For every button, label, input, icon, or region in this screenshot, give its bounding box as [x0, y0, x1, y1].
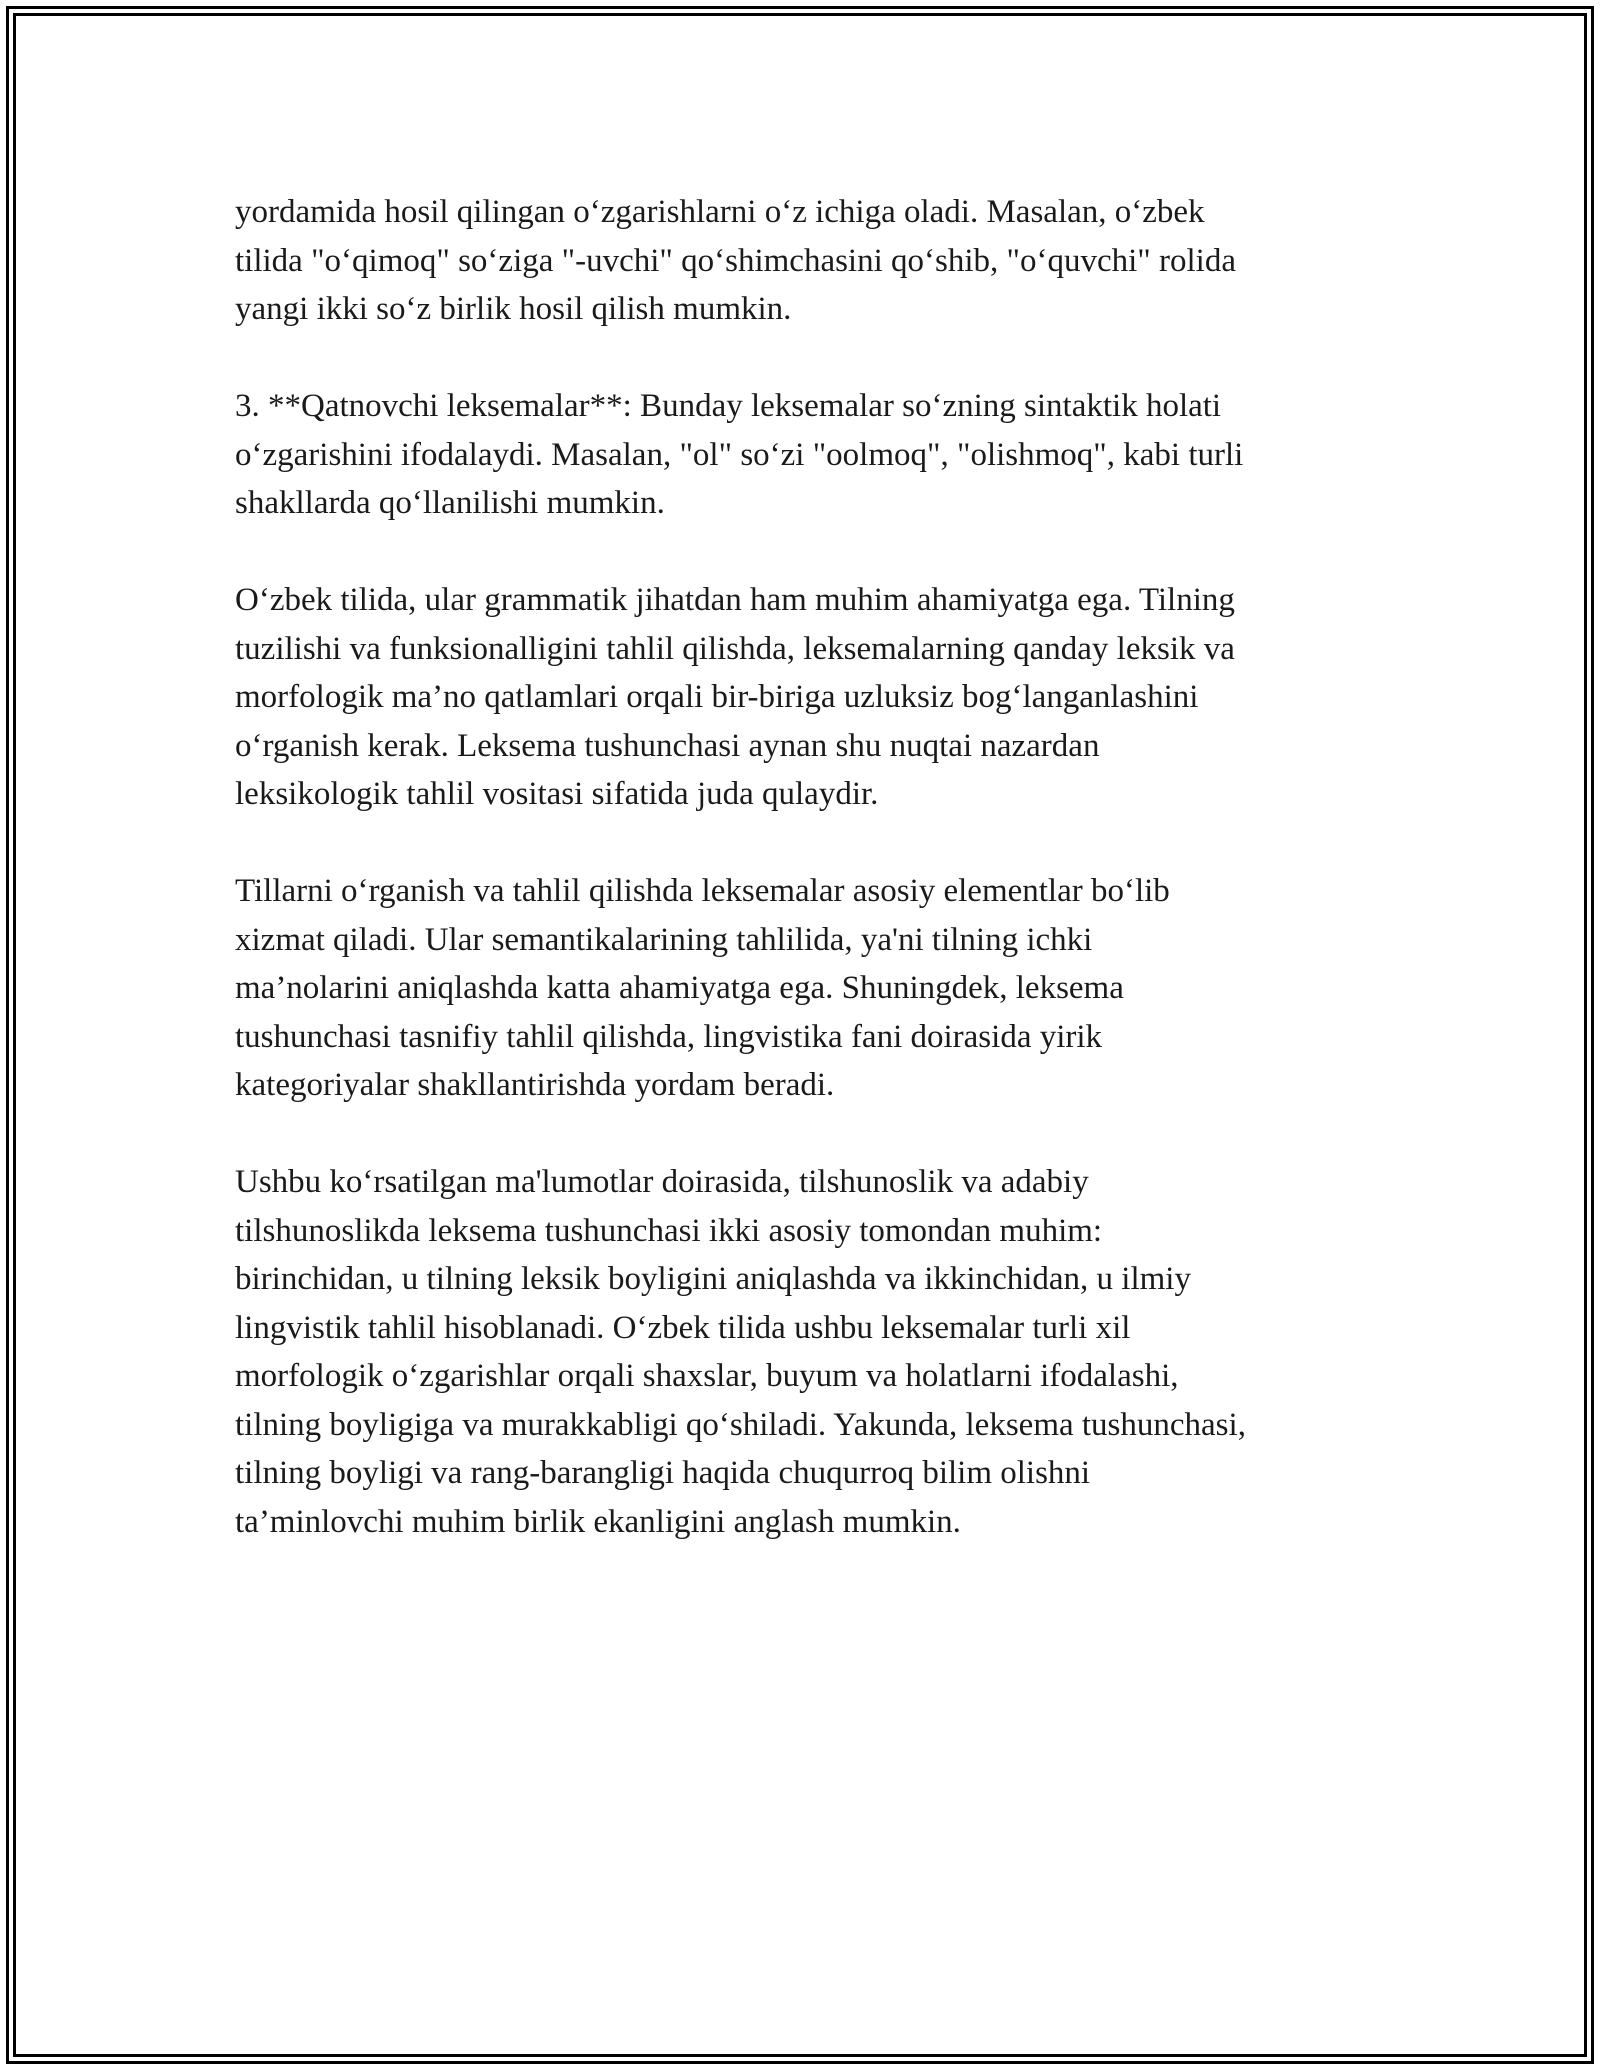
paragraph [235, 188, 1385, 334]
text-line: o‘rganish kerak. Leksema tushunchasi aynan shu nuqtai nazardan [235, 727, 1100, 764]
text-line: shakllarda qo‘llanilishi mumkin. [235, 485, 665, 521]
text-line: yordamida hosil qilingan o‘zgarishlarni o‘z ichiga oladi. Masalan, o‘zbek [235, 194, 1205, 230]
text-line: Tillarni o‘rganish va tahlil qilishda leksemalar asosiy elementlar bo‘lib [235, 873, 1170, 909]
text-line: tilshunoslikda leksema tushunchasi ikki asosiy tomondan muhim: [235, 1212, 1103, 1249]
text-line: tilning boyligiga va murakkabligi qo‘shiladi. Yakunda, leksema tushunchasi, [235, 1406, 1246, 1443]
paragraph [235, 1158, 1385, 1546]
paragraph [235, 867, 1385, 1110]
text-line: tilning boyligi va rang-barangligi haqida chuqurroq bilim olishni [235, 1455, 1091, 1491]
text-line: tushunchasi tasnifiy tahlil qilishda, lingvistika fani doirasida yirik [235, 1018, 1103, 1055]
text-line: birinchidan, u tilning leksik boyligini aniqlashda va ikkinchidan, u ilmiy [235, 1261, 1191, 1297]
text-line: kategoriyalar shakllantirishda yordam beradi. [235, 1067, 835, 1103]
text-line: tuzilishi va funksionalligini tahlil qilishda, leksemalarning qanday leksik va [235, 630, 1235, 667]
text-line: ma’nolarini aniqlashda katta ahamiyatga ega. Shuningdek, leksema [235, 970, 1124, 1006]
paragraph [235, 382, 1385, 528]
text-line: Ushbu ko‘rsatilgan ma'lumotlar doirasida, tilshunoslik va adabiy [235, 1164, 1089, 1200]
paragraph [235, 576, 1385, 819]
text-line: tilida "o‘qimoq" so‘ziga "-uvchi" qo‘shimchasini qo‘shib, "o‘quvchi" rolida [235, 242, 1236, 279]
text-line: ta’minlovchi muhim birlik ekanligini anglash mumkin. [235, 1503, 961, 1540]
text-line: morfologik ma’no qatlamlari orqali bir-biriga uzluksiz bog‘langanlashini [235, 679, 1199, 715]
text-line: 3. **Qatnovchi leksemalar**: Bunday leksemalar so‘zning sintaktik holati [235, 388, 1222, 424]
text-line: o‘zgarishini ifodalaydi. Masalan, "ol" so‘zi "oolmoq", "olishmoq", kabi turli [235, 436, 1244, 473]
text-line: yangi ikki so‘z birlik hosil qilish mumkin. [235, 291, 792, 327]
text-line: morfologik o‘zgarishlar orqali shaxslar, buyum va holatlarni ifodalashi, [235, 1358, 1179, 1394]
text-line: O‘zbek tilida, ular grammatik jihatdan ham muhim ahamiyatga ega. Tilning [235, 582, 1235, 618]
text-line: leksikologik tahlil vositasi sifatida juda qulaydir. [235, 776, 879, 812]
text-line: xizmat qiladi. Ular semantikalarining tahlilida, ya'ni tilning ichki [235, 921, 1093, 958]
document-body [235, 188, 1385, 1595]
text-line: lingvistik tahlil hisoblanadi. O‘zbek tilida ushbu leksemalar turli xil [235, 1309, 1131, 1346]
